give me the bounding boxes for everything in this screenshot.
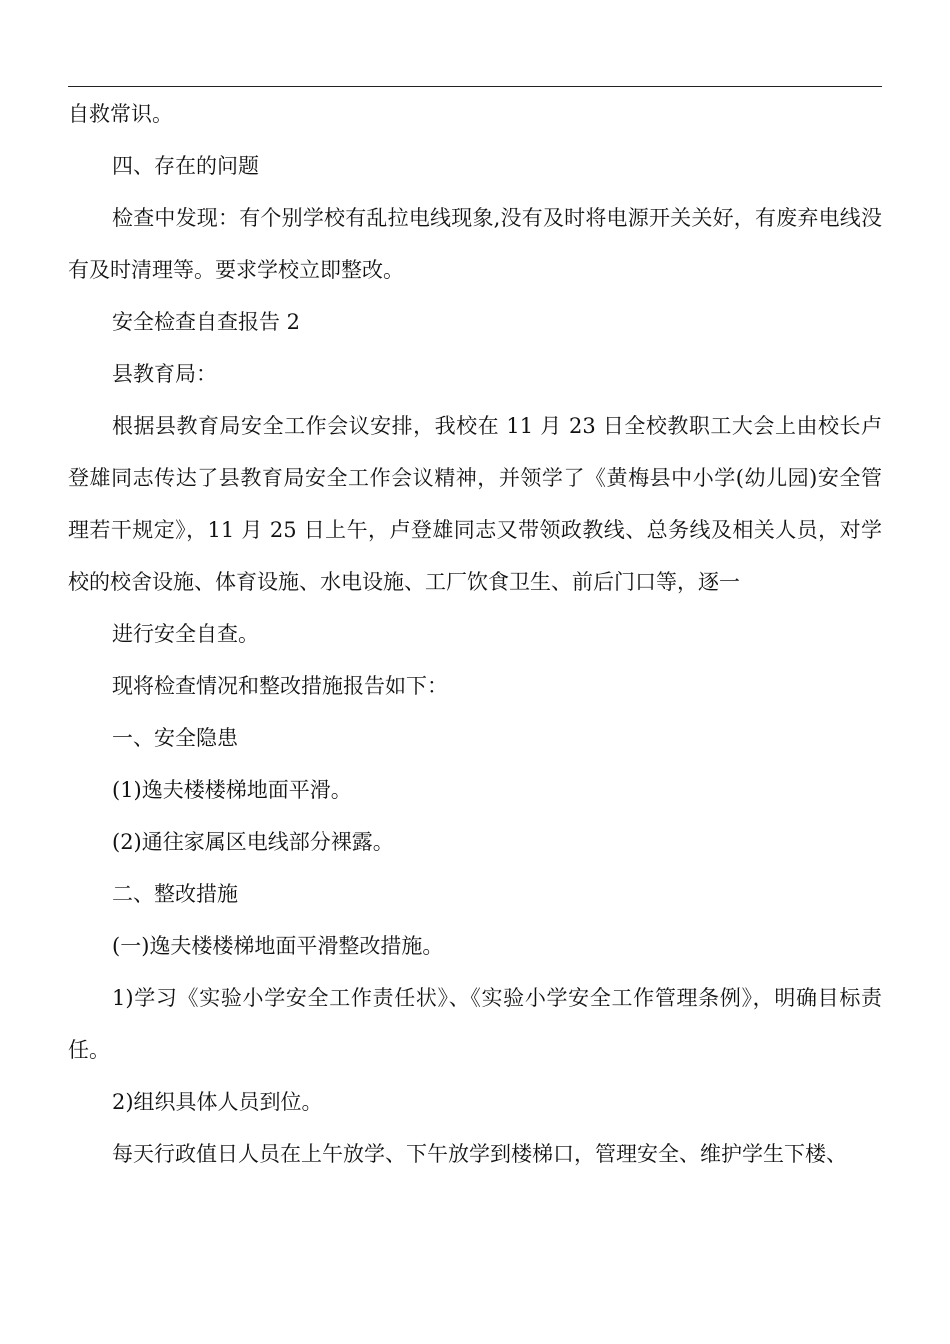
list-item-hazard-1: (1)逸夫楼楼梯地面平滑。 bbox=[112, 778, 352, 802]
section-heading-problems: 四、存在的问题 bbox=[112, 154, 259, 178]
document-body bbox=[68, 88, 882, 1180]
list-item-hazard-2: (2)通往家属区电线部分裸露。 bbox=[112, 830, 394, 854]
section-heading-measures: 二、整改措施 bbox=[112, 882, 238, 906]
list-item-measure-2: 2)组织具体人员到位。 bbox=[112, 1090, 323, 1114]
list-item-measure-1: 1)学习《实验小学安全工作责任状》、《实验小学安全工作管理条例》，明确目标责任。 bbox=[68, 986, 882, 1062]
salutation: 县教育局： bbox=[112, 362, 217, 386]
section-heading-hazards: 一、安全隐患 bbox=[112, 726, 238, 750]
paragraph-continuation: 自救常识。 bbox=[68, 102, 173, 126]
paragraph-findings: 检查中发现：有个别学校有乱拉电线现象,没有及时将电源开关关好，有废弃电线没有及时清理等。要求学校立即整改。 bbox=[68, 206, 882, 282]
paragraph-background: 根据县教育局安全工作会议安排，我校在 11 月 23 日全校教职工大会上由校长卢登雄同志传达了县教育局安全工作会议精神，并领学了《黄梅县中小学(幼儿园)安全管理若干规定》，11 月 25 日上午，卢登雄同志又带领政教线、总务线及相关人员，对学校的校舍设施、体育设施、水电设施、工厂饮食卫生、前后门口等，逐一 bbox=[68, 414, 882, 594]
paragraph-duty: 每天行政值日人员在上午放学、下午放学到楼梯口，管理安全、维护学生下楼、 bbox=[112, 1142, 847, 1166]
subsection-heading-stairs: (一)逸夫楼楼梯地面平滑整改措施。 bbox=[112, 934, 444, 958]
report-title: 安全检查自查报告 2 bbox=[112, 310, 301, 334]
paragraph-self-check: 进行安全自查。 bbox=[112, 622, 259, 646]
header-rule bbox=[68, 86, 882, 87]
paragraph-report-intro: 现将检查情况和整改措施报告如下： bbox=[112, 674, 448, 698]
